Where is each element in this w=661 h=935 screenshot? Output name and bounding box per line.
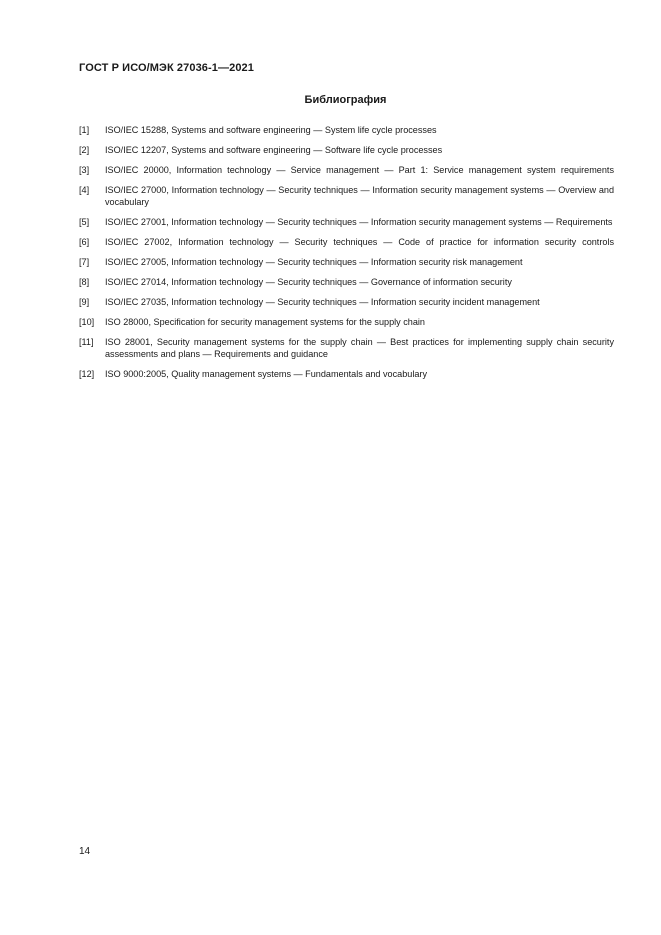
bibliography-item-number: [6] [79, 237, 90, 247]
bibliography-item-number: [9] [79, 297, 90, 307]
bibliography-item-number: [12] [79, 369, 95, 379]
bibliography-item-2 [79, 144, 614, 156]
bibliography-item-number: [4] [79, 185, 90, 195]
bibliography-item-10 [79, 316, 614, 328]
bibliography-item-12 [79, 368, 614, 380]
bibliography-item-text: ISO/IEC 12207, Systems and software engineering — Software life cycle processes [105, 145, 443, 155]
bibliography-item-text: ISO 9000:2005, Quality management systems — Fundamentals and vocabulary [105, 369, 427, 379]
bibliography-item-5 [79, 216, 614, 228]
bibliography-item-number: [8] [79, 277, 90, 287]
bibliography-item-number: [7] [79, 257, 90, 267]
bibliography-item-6 [79, 236, 614, 248]
bibliography-item-3 [79, 164, 614, 176]
bibliography-item-7 [79, 256, 614, 268]
bibliography-item-number: [1] [79, 125, 90, 135]
document-header-standard-id: ГОСТ Р ИСО/МЭК 27036-1—2021 [79, 62, 254, 74]
bibliography-item-text: ISO/IEC 27001, Information technology — Security techniques — Information security management systems — Requirements [105, 217, 613, 227]
bibliography-item-text: ISO/IEC 27005, Information technology — Security techniques — Information security risk management [105, 257, 523, 267]
bibliography-item-text: ISO/IEC 27000, Information technology — Security techniques — Information security management systems — Overview and vocabulary [105, 185, 614, 207]
bibliography-title: Библиография [304, 94, 387, 106]
bibliography-item-11 [79, 336, 614, 360]
bibliography-item-8 [79, 276, 614, 288]
page-number: 14 [79, 846, 91, 857]
bibliography-item-text: ISO/IEC 27002, Information technology — Security techniques — Code of practice for information security controls [105, 237, 614, 247]
bibliography-item-number: [2] [79, 145, 90, 155]
bibliography-item-number: [3] [79, 165, 90, 175]
bibliography-item-text: ISO 28001, Security management systems for the supply chain — Best practices for implementing supply chain security assessments and plans — Requirements and guidance [105, 337, 614, 359]
bibliography-item-1 [79, 124, 614, 136]
bibliography-item-number: [5] [79, 217, 90, 227]
bibliography-item-number: [10] [79, 317, 95, 327]
bibliography-item-text: ISO/IEC 20000, Information technology — Service management — Part 1: Service management system requirements [105, 165, 614, 175]
bibliography-item-4 [79, 184, 614, 208]
bibliography-item-text: ISO/IEC 15288, Systems and software engineering — System life cycle processes [105, 125, 437, 135]
bibliography-item-9 [79, 296, 614, 308]
bibliography-item-text: ISO 28000, Specification for security management systems for the supply chain [105, 317, 425, 327]
bibliography-list [79, 124, 614, 388]
bibliography-item-number: [11] [79, 337, 94, 347]
bibliography-item-text: ISO/IEC 27035, Information technology — Security techniques — Information security incident management [105, 297, 540, 307]
bibliography-item-text: ISO/IEC 27014, Information technology — Security techniques — Governance of information security [105, 277, 512, 287]
